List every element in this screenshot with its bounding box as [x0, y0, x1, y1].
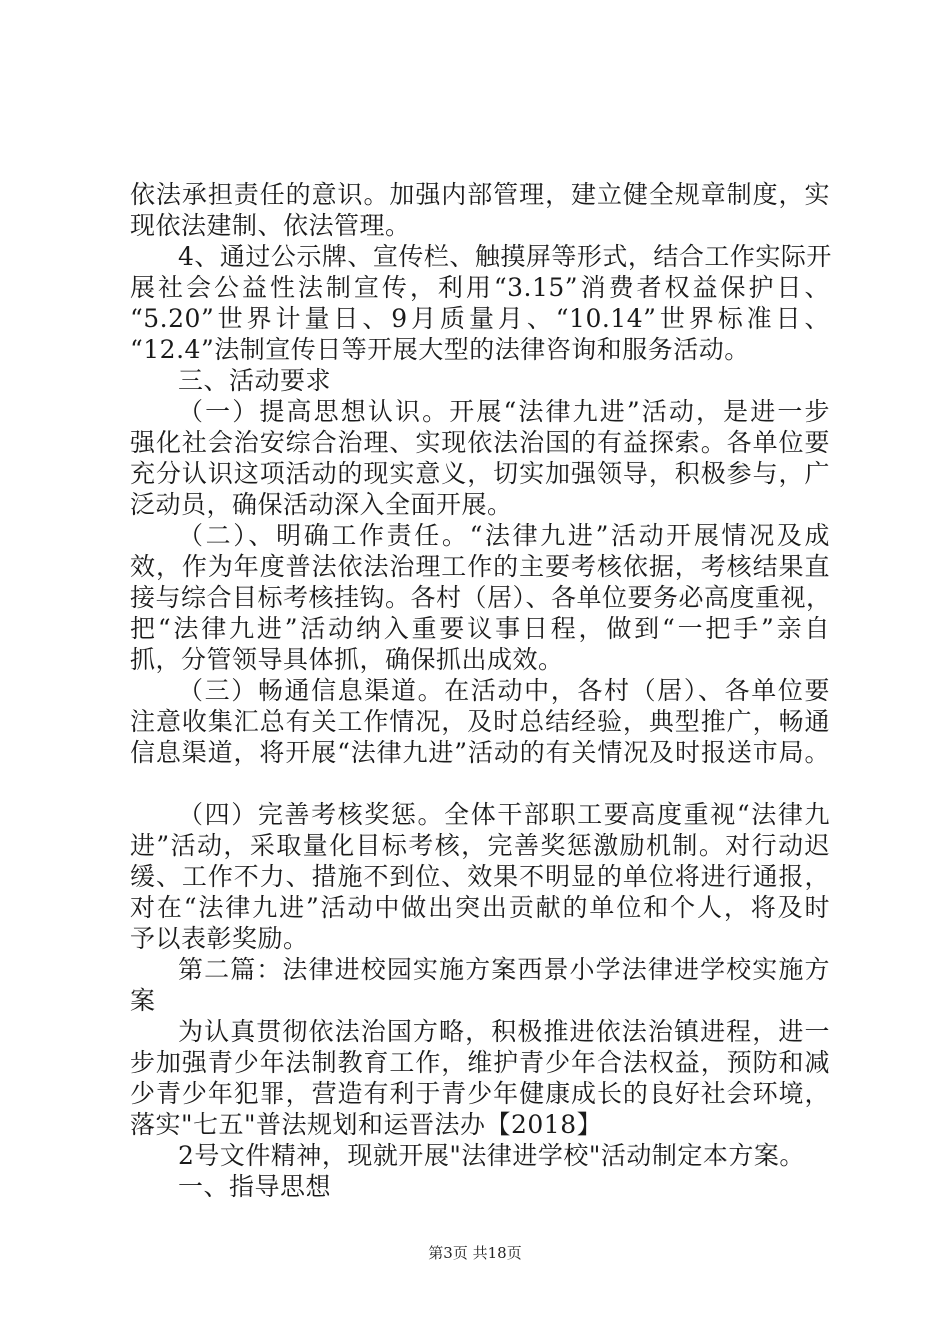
text-line: “12.4”法制宣传日等开展大型的法律咨询和服务活动。: [130, 335, 750, 364]
text-line: 进”活动，采取量化目标考核，完善奖惩激励机制。对行动迟: [130, 831, 830, 860]
chapter-title: 第二篇：法律进校园实施方案西景小学法律进学校实施方: [178, 955, 830, 984]
text-line: “5.20”世界计量日、9月质量月、“10.14”世界标准日、: [130, 304, 830, 333]
text-line: 信息渠道，将开展“法律九进”活动的有关情况及时报送市局。: [130, 738, 830, 767]
text-line: 接与综合目标考核挂钩。各村（居）、各单位要务必高度重视，: [130, 583, 832, 612]
intro-paragraph-start: 为认真贯彻依法治国方略，积极推进依法治镇进程，进一: [178, 1017, 830, 1046]
page-number-footer: 第3页 共18页: [428, 1244, 522, 1262]
text-line: 予以表彰奖励。: [130, 924, 309, 953]
section-heading-activity-requirements: 三、活动要求: [178, 366, 332, 395]
text-line: 缓、工作不力、措施不到位、效果不明显的单位将进行通报，: [130, 862, 830, 891]
text-line: 现依法建制、依法管理。: [130, 211, 411, 240]
text-line: 步加强青少年法制教育工作，维护青少年合法权益，预防和减: [130, 1048, 830, 1077]
text-line: 效，作为年度普法依法治理工作的主要考核依据，考核结果直: [130, 552, 830, 581]
text-line: 强化社会治安综合治理、实现依法治国的有益探索。各单位要: [130, 428, 830, 457]
text-line: 抓，分管领导具体抓，确保抓出成效。: [130, 645, 564, 674]
text-line: 落实"七五"普法规划和运晋法办【2018】: [130, 1110, 603, 1139]
paragraph-4-start: 4、通过公示牌、宣传栏、触摸屏等形式，结合工作实际开: [178, 242, 832, 271]
paragraph-3-start: （三）畅通信息渠道。在活动中，各村（居）、各单位要: [178, 676, 830, 705]
text-line: 对在“法律九进”活动中做出突出贡献的单位和个人，将及时: [130, 893, 830, 922]
paragraph-1-start: （一）提高思想认识。开展“法律九进”活动，是进一步: [178, 397, 830, 426]
text-line: 少青少年犯罪，营造有利于青少年健康成长的良好社会环境，: [130, 1079, 830, 1108]
text-line: 泛动员，确保活动深入全面开展。: [130, 490, 513, 519]
text-line: 2号文件精神，现就开展"法律进学校"活动制定本方案。: [178, 1141, 805, 1170]
text-line: 充分认识这项活动的现实意义，切实加强领导，积极参与，广: [130, 459, 830, 488]
section-heading-guiding-thought: 一、指导思想: [178, 1172, 332, 1201]
text-line: 展社会公益性法制宣传，利用“3.15”消费者权益保护日、: [130, 273, 830, 302]
text-line: 依法承担责任的意识。加强内部管理，建立健全规章制度，实: [130, 180, 830, 209]
paragraph-4-start: （四）完善考核奖惩。全体干部职工要高度重视“法律九: [178, 800, 830, 829]
chapter-title-continued: 案: [130, 986, 156, 1015]
paragraph-2-start: （二）、明确工作责任。“法律九进”活动开展情况及成: [178, 521, 830, 550]
text-line: 把“法律九进”活动纳入重要议事日程，做到“一把手”亲自: [130, 614, 830, 643]
text-line: 注意收集汇总有关工作情况，及时总结经验，典型推广，畅通: [130, 707, 830, 736]
